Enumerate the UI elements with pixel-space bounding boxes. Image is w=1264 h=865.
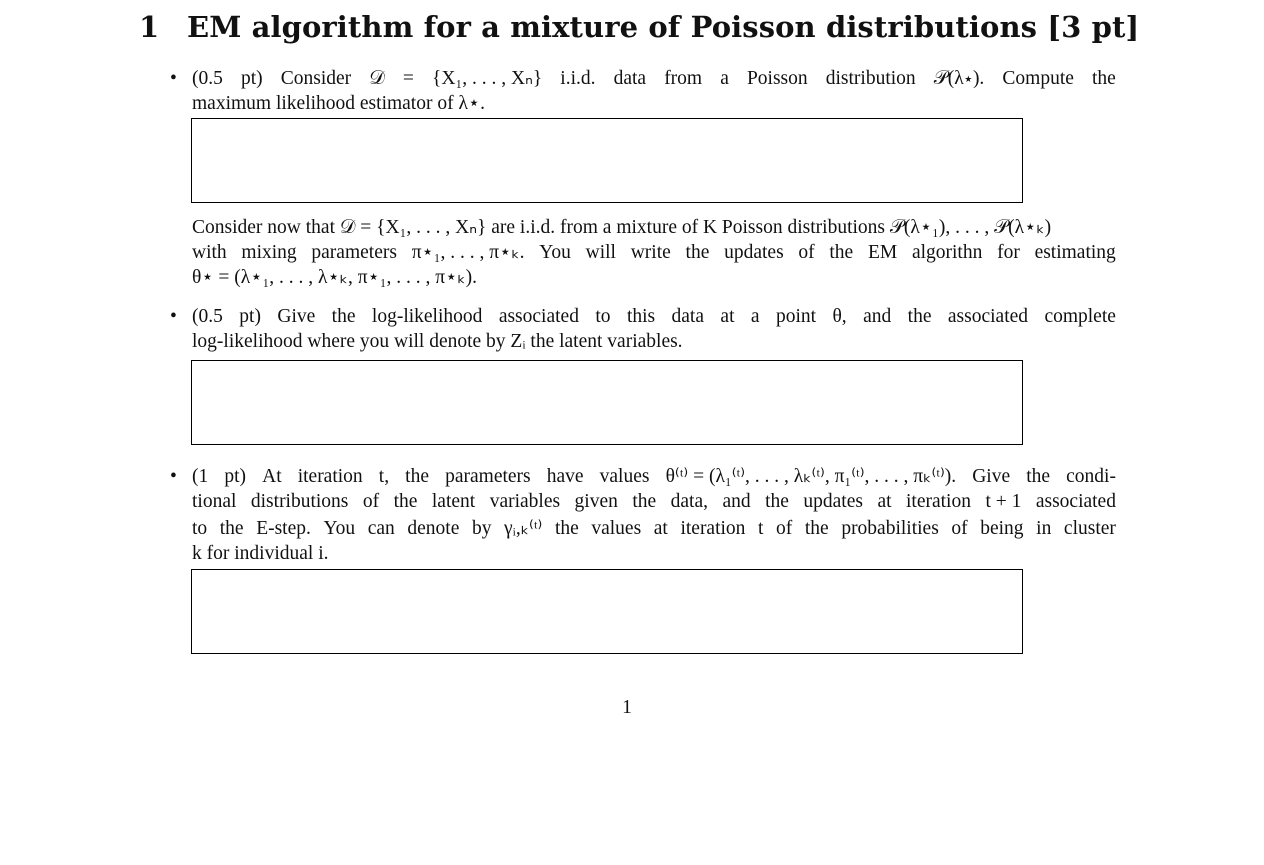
text-word: estimating bbox=[1034, 242, 1116, 263]
text-word: of bbox=[798, 242, 815, 263]
text-word: Give bbox=[972, 466, 1011, 487]
answer-box-2[interactable] bbox=[191, 360, 1023, 445]
text-word: of bbox=[776, 518, 793, 539]
question-3-line-1 bbox=[192, 464, 1116, 489]
section-heading bbox=[139, 10, 1139, 44]
text-word: distribution bbox=[825, 68, 916, 89]
text-word: the bbox=[393, 491, 418, 512]
text-word: this bbox=[626, 306, 656, 327]
question-1 bbox=[192, 66, 1116, 116]
text-word: from bbox=[664, 68, 703, 89]
text-word: complete bbox=[1044, 306, 1116, 327]
text-word: iteration bbox=[905, 491, 971, 512]
text-word: write bbox=[630, 242, 671, 263]
text-word: cluster bbox=[1063, 518, 1116, 539]
context-line-3: θ⋆ = (λ⋆₁, . . . , λ⋆ₖ, π⋆₁, . . . , π⋆ₖ). bbox=[192, 267, 478, 288]
text-word: by bbox=[471, 518, 492, 539]
bullet-icon: • bbox=[170, 306, 177, 327]
question-1-line-2: maximum likelihood estimator of λ⋆. bbox=[192, 93, 485, 114]
text-word: t bbox=[758, 518, 764, 539]
text-word: distributions bbox=[250, 491, 349, 512]
text-word: algorithn bbox=[911, 242, 983, 263]
text-word: log-likelihood bbox=[371, 306, 483, 327]
text-word: the bbox=[632, 491, 657, 512]
section-title-text: EM algorithm for a mixture of Poisson distributions [3 pt] bbox=[187, 10, 1140, 44]
question-2-line-1 bbox=[192, 304, 1116, 329]
text-word: γᵢ,ₖ⁽ᵗ⁾ bbox=[504, 518, 543, 539]
question-3 bbox=[192, 464, 1116, 566]
text-word: at bbox=[653, 518, 668, 539]
text-word: point bbox=[775, 306, 817, 327]
text-word: for bbox=[997, 242, 1020, 263]
text-word: mixing bbox=[241, 242, 297, 263]
text-word: values bbox=[591, 518, 642, 539]
text-word: updates bbox=[803, 491, 863, 512]
text-word: {X₁, . . . , Xₙ} bbox=[432, 68, 543, 89]
text-word: tional bbox=[192, 491, 237, 512]
text-word: and bbox=[722, 491, 751, 512]
text-word: the bbox=[804, 518, 829, 539]
text-word: pt) bbox=[239, 306, 261, 327]
text-word: the bbox=[331, 306, 356, 327]
answer-box-3[interactable] bbox=[191, 569, 1023, 654]
text-word: Consider bbox=[280, 68, 352, 89]
text-word: variables bbox=[489, 491, 561, 512]
text-word: denote bbox=[407, 518, 460, 539]
text-word: data bbox=[671, 306, 705, 327]
text-word: data bbox=[613, 68, 647, 89]
text-word: iteration bbox=[680, 518, 746, 539]
text-word: Compute bbox=[1002, 68, 1074, 89]
text-word: Poisson bbox=[746, 68, 808, 89]
text-word: 𝒟 bbox=[369, 68, 385, 89]
text-word: t + 1 bbox=[985, 491, 1022, 512]
text-word: in bbox=[1036, 518, 1052, 539]
mixture-context bbox=[192, 215, 1146, 290]
page-number: 1 bbox=[622, 697, 632, 718]
text-word: to bbox=[192, 518, 208, 539]
text-word: associated bbox=[1035, 491, 1116, 512]
text-word: associated bbox=[498, 306, 579, 327]
text-word: data, bbox=[670, 491, 708, 512]
text-word: of bbox=[362, 491, 380, 512]
question-3-line-3 bbox=[192, 516, 1116, 541]
text-word: π⋆₁, . . . , π⋆ₖ. bbox=[411, 242, 525, 263]
text-word: E-step. bbox=[256, 518, 311, 539]
text-word: (1 bbox=[192, 466, 209, 487]
text-word: i.i.d. bbox=[560, 68, 596, 89]
text-word: the bbox=[219, 518, 244, 539]
text-word: θ⁽ᵗ⁾ = (λ₁⁽ᵗ⁾, . . . , λₖ⁽ᵗ⁾, π₁⁽ᵗ⁾, . . . , πₖ⁽ᵗ⁾). bbox=[665, 466, 957, 487]
text-word: to bbox=[595, 306, 611, 327]
text-word: parameters bbox=[311, 242, 397, 263]
context-line-1: Consider now that 𝒟 = {X₁, . . . , Xₙ} are i.i.d. from a mixture of K Poisson distributions 𝒫(λ⋆₁), . . . , 𝒫(λ⋆ₖ) bbox=[192, 217, 1052, 238]
text-word: can bbox=[367, 518, 395, 539]
text-word: a bbox=[720, 68, 729, 89]
text-word: the bbox=[405, 466, 429, 487]
bullet-icon: • bbox=[170, 68, 177, 89]
context-line-2 bbox=[192, 240, 1116, 265]
question-2-line-2: log-likelihood where you will denote by Zᵢ the latent variables. bbox=[192, 331, 683, 352]
text-word: the bbox=[907, 306, 932, 327]
question-1-line-1 bbox=[192, 66, 1116, 91]
text-word: (0.5 bbox=[192, 306, 223, 327]
text-word: the bbox=[1092, 68, 1116, 89]
text-word: with bbox=[192, 242, 227, 263]
text-word: the bbox=[554, 518, 579, 539]
text-word: the bbox=[685, 242, 710, 263]
question-3-line-2 bbox=[192, 489, 1116, 514]
text-word: will bbox=[585, 242, 616, 263]
text-word: (0.5 bbox=[192, 68, 223, 89]
answer-box-1[interactable] bbox=[191, 118, 1023, 203]
text-word: a bbox=[750, 306, 760, 327]
text-word: at bbox=[877, 491, 892, 512]
text-word: = bbox=[402, 68, 414, 89]
text-word: condi- bbox=[1066, 466, 1116, 487]
text-word: the bbox=[829, 242, 854, 263]
text-word: probabilities bbox=[841, 518, 939, 539]
section-number: 1 bbox=[139, 10, 160, 44]
text-word: pt) bbox=[224, 466, 247, 487]
text-word: t, bbox=[378, 466, 390, 487]
text-word: being bbox=[980, 518, 1024, 539]
bullet-icon: • bbox=[170, 466, 177, 487]
question-2 bbox=[192, 304, 1116, 354]
text-word: given bbox=[574, 491, 618, 512]
text-word: 𝒫(λ⋆). bbox=[933, 68, 985, 89]
text-word: updates bbox=[724, 242, 784, 263]
text-word: At bbox=[262, 466, 282, 487]
text-word: You bbox=[539, 242, 571, 263]
text-word: of bbox=[951, 518, 968, 539]
text-word: parameters bbox=[445, 466, 531, 487]
text-word: the bbox=[765, 491, 789, 512]
text-word: EM bbox=[867, 242, 898, 263]
text-word: associated bbox=[947, 306, 1029, 327]
text-word: latent bbox=[431, 491, 476, 512]
text-word: values bbox=[599, 466, 650, 487]
text-word: You bbox=[323, 518, 356, 539]
text-word: and bbox=[863, 306, 892, 327]
text-word: θ, bbox=[832, 306, 847, 327]
text-word: at bbox=[720, 306, 735, 327]
question-3-line-4: k for individual i. bbox=[192, 543, 329, 564]
text-word: have bbox=[546, 466, 584, 487]
text-word: pt) bbox=[240, 68, 263, 89]
text-word: iteration bbox=[297, 466, 363, 487]
text-word: Give bbox=[277, 306, 316, 327]
text-word: the bbox=[1026, 466, 1051, 487]
